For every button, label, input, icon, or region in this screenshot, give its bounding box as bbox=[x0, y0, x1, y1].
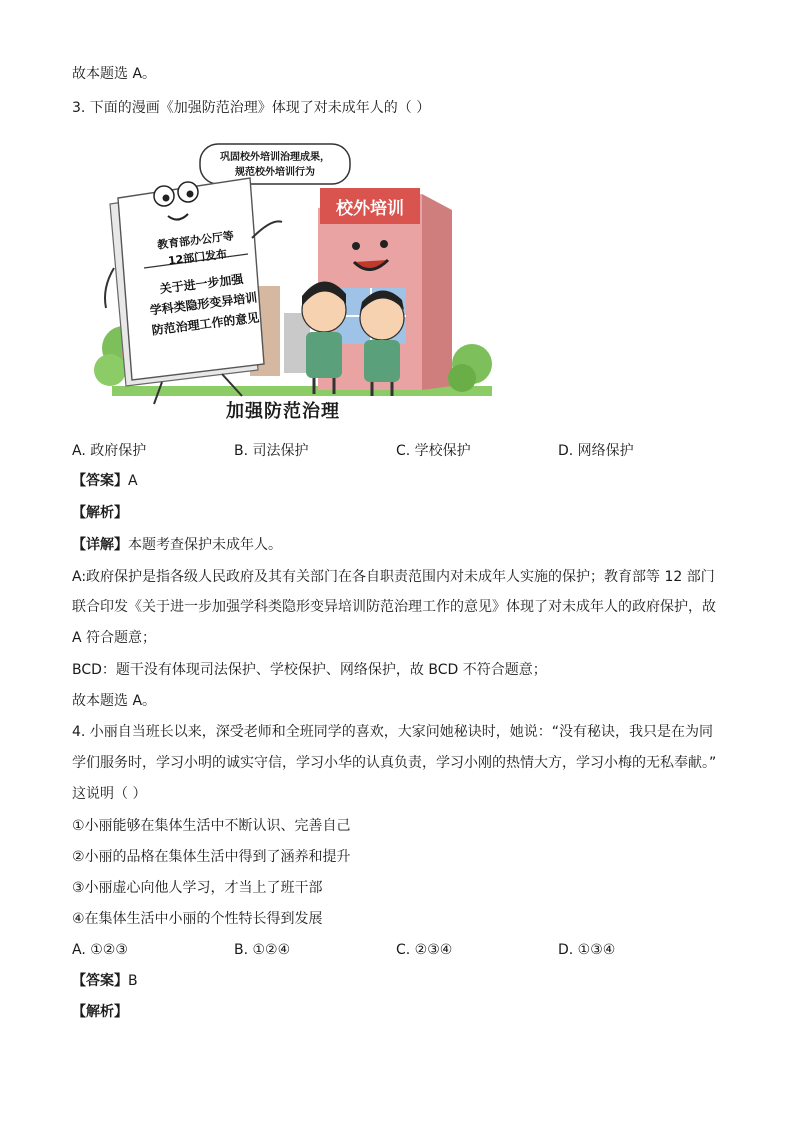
detail-text: 本题考查保护未成年人。 bbox=[128, 537, 282, 553]
q4-item-4: ④在集体生活中小丽的个性特长得到发展 bbox=[72, 911, 323, 927]
q3-option-b: B. 司法保护 bbox=[234, 443, 309, 459]
q4-item-3: ③小丽虚心向他人学习，才当上了班干部 bbox=[72, 880, 323, 896]
q4-stem-2: 学们服务时，学习小明的诚实守信，学习小华的认真负责，学习小刚的热情大方，学习小梅的无私奉献。” bbox=[72, 755, 717, 771]
speech-bubble-line-1: 巩固校外培训治理成果， bbox=[220, 152, 330, 163]
answer-value: A bbox=[128, 473, 138, 489]
q4-option-c: C. ②③④ bbox=[396, 942, 453, 958]
answer-value: B bbox=[128, 973, 138, 989]
answer-label: 【答案】 bbox=[72, 973, 128, 989]
q3-option-d: D. 网络保护 bbox=[558, 443, 634, 459]
q3-explain-3: A 符合题意； bbox=[72, 630, 157, 646]
q3-explain-4: BCD：题干没有体现司法保护、学校保护、网络保护，故 BCD 不符合题意； bbox=[72, 662, 547, 678]
question-3-stem: 3. 下面的漫画《加强防范治理》体现了对未成年人的（ ） bbox=[72, 100, 431, 116]
q4-option-b: B. ①②④ bbox=[234, 942, 291, 958]
q3-analysis-label: 【解析】 bbox=[72, 505, 128, 521]
cartoon-caption: 加强防范治理 bbox=[226, 401, 340, 422]
q3-conclusion: 故本题选 A。 bbox=[72, 693, 157, 709]
q4-analysis-label: 【解析】 bbox=[72, 1004, 128, 1020]
q4-stem-1: 4. 小丽自当班长以来，深受老师和全班同学的喜欢，大家问她秘诀时，她说：“没有秘诀，我只是在为同 bbox=[72, 724, 714, 740]
q3-explain-2: 联合印发《关于进一步加强学科类隐形变异培训防范治理工作的意见》体现了对未成年人的政府保护，故 bbox=[72, 599, 716, 615]
q3-answer bbox=[72, 471, 138, 491]
q3-explain-1: A:政府保护是指各级人民政府及其有关部门在各自职责范围内对未成年人实施的保护；教育部等 12 部门 bbox=[72, 569, 715, 585]
doc-line-1: 教育部办公厅等 bbox=[156, 229, 235, 252]
q4-option-d: D. ①③④ bbox=[558, 942, 616, 958]
answer-label: 【答案】 bbox=[72, 473, 128, 489]
child-boy bbox=[360, 290, 404, 396]
q4-answer bbox=[72, 971, 138, 991]
q4-stem-3: 这说明（ ） bbox=[72, 786, 147, 802]
q3-option-c: C. 学校保护 bbox=[396, 443, 471, 459]
tree-right bbox=[448, 364, 476, 392]
doc-line-5: 防范治理工作的意见 bbox=[151, 310, 260, 338]
doc-line-4: 学科类隐形变异培训 bbox=[149, 290, 258, 318]
building-sign: 校外培训 bbox=[336, 199, 404, 219]
q3-detail bbox=[72, 535, 282, 555]
q4-item-2: ②小丽的品格在集体生活中得到了涵养和提升 bbox=[72, 849, 351, 865]
doc-line-2: 12部门发布 bbox=[167, 247, 228, 268]
q4-item-1: ①小丽能够在集体生活中不断认识、完善自己 bbox=[72, 818, 351, 834]
q3-option-a: A. 政府保护 bbox=[72, 443, 147, 459]
cartoon-illustration bbox=[92, 138, 496, 428]
detail-label: 【详解】 bbox=[72, 537, 128, 553]
speech-bubble-line-2: 规范校外培训行为 bbox=[235, 167, 315, 178]
doc-line-3: 关于进一步加强 bbox=[158, 271, 245, 297]
q4-option-a: A. ①②③ bbox=[72, 942, 128, 958]
prev-conclusion: 故本题选 A。 bbox=[72, 66, 157, 82]
